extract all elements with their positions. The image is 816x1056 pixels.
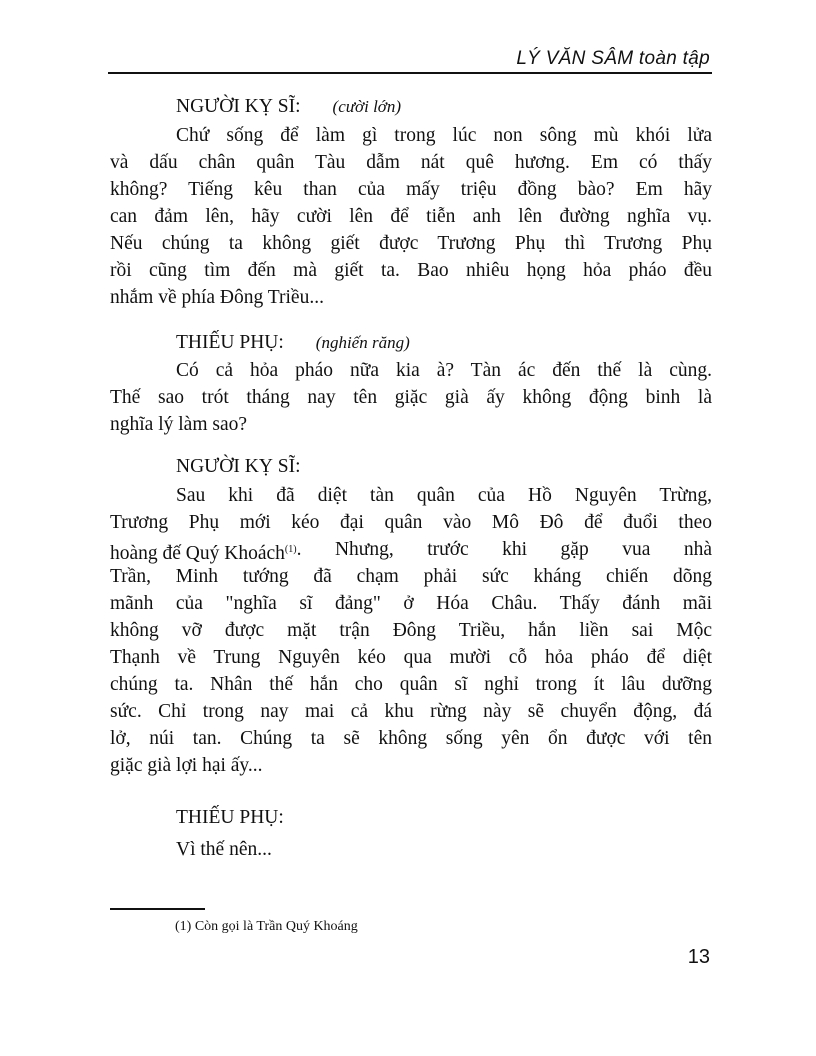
text-line: sức. Chỉ trong nay mai cả khu rừng này sẽ chuyển động, đá xyxy=(110,701,712,722)
text-line: nhắm về phía Đông Triều... xyxy=(110,287,324,308)
text-line: giặc già lợi hại ấy... xyxy=(110,755,263,776)
text-line: không vỡ được mặt trận Đông Triều, hắn liền sai Mộc xyxy=(110,620,712,641)
running-header: LÝ VĂN SÂM toàn tập xyxy=(516,48,710,69)
header-rule xyxy=(108,72,712,74)
text-line xyxy=(110,537,712,567)
text-line: Nếu chúng ta không giết được Trương Phụ thì Trương Phụ xyxy=(110,233,712,254)
text-line: chúng ta. Nhân thế hắn cho quân sĩ nghỉ trong ít lâu dưỡng xyxy=(110,674,712,695)
stage-direction: (cười lớn) xyxy=(332,97,402,116)
speaker-name: NGƯỜI KỴ SĨ: xyxy=(176,96,301,117)
footnote-rule xyxy=(110,908,205,910)
stage-direction: (nghiến răng) xyxy=(315,333,410,352)
speaker-label: THIẾU PHỤ: xyxy=(176,807,284,828)
text-line: Trương Phụ mới kéo đại quân vào Mô Đô để đuổi theo xyxy=(110,512,712,533)
text-line: và dấu chân quân Tàu dẫm nát quê hương. Em có thấy xyxy=(110,152,712,173)
text-line: Vì thế nên... xyxy=(176,839,272,860)
text-line: Sau khi đã diệt tàn quân của Hồ Nguyên Trừng, xyxy=(176,485,712,506)
text-line: không? Tiếng kêu than của mấy triệu đồng bào? Em hãy xyxy=(110,179,712,200)
speaker-label xyxy=(176,330,410,356)
footnote-marker: (1) xyxy=(284,544,297,555)
text-line: mãnh của "nghĩa sĩ đảng" ở Hóa Châu. Thấy đánh mãi xyxy=(110,593,712,614)
text-segment xyxy=(110,537,297,567)
text-line: Có cả hỏa pháo nữa kia à? Tàn ác đến thế là cùng. xyxy=(176,360,712,381)
text-line: rồi cũng tìm đến mà giết ta. Bao nhiêu họng hỏa pháo đều xyxy=(110,260,712,281)
speaker-label xyxy=(176,94,401,120)
page-number: 13 xyxy=(687,946,710,968)
text-line: Thế sao trót tháng nay tên giặc già ấy không động binh là xyxy=(110,387,712,408)
text-fragment: . Nhưng, trước khi gặp vua nhà xyxy=(296,539,712,560)
text-fragment: hoàng đế Quý Khoách xyxy=(110,543,285,564)
text-line: nghĩa lý làm sao? xyxy=(110,414,248,435)
footnote: (1) Còn gọi là Trần Quý Khoáng xyxy=(175,919,358,934)
speaker-name: THIẾU PHỤ: xyxy=(176,332,284,353)
text-line: can đảm lên, hãy cười lên để tiễn anh lên đường nghĩa vụ. xyxy=(110,206,712,227)
text-line: Chứ sống để làm gì trong lúc non sông mù khói lửa xyxy=(176,125,712,146)
text-line: Trần, Minh tướng đã chạm phải sức kháng chiến dõng xyxy=(110,566,712,587)
text-line: Thạnh về Trung Nguyên kéo qua mười cỗ hỏa pháo để diệt xyxy=(110,647,712,668)
text-line: lở, núi tan. Chúng ta sẽ không sống yên ổn được với tên xyxy=(110,728,712,749)
speaker-label: NGƯỜI KỴ SĨ: xyxy=(176,456,301,477)
